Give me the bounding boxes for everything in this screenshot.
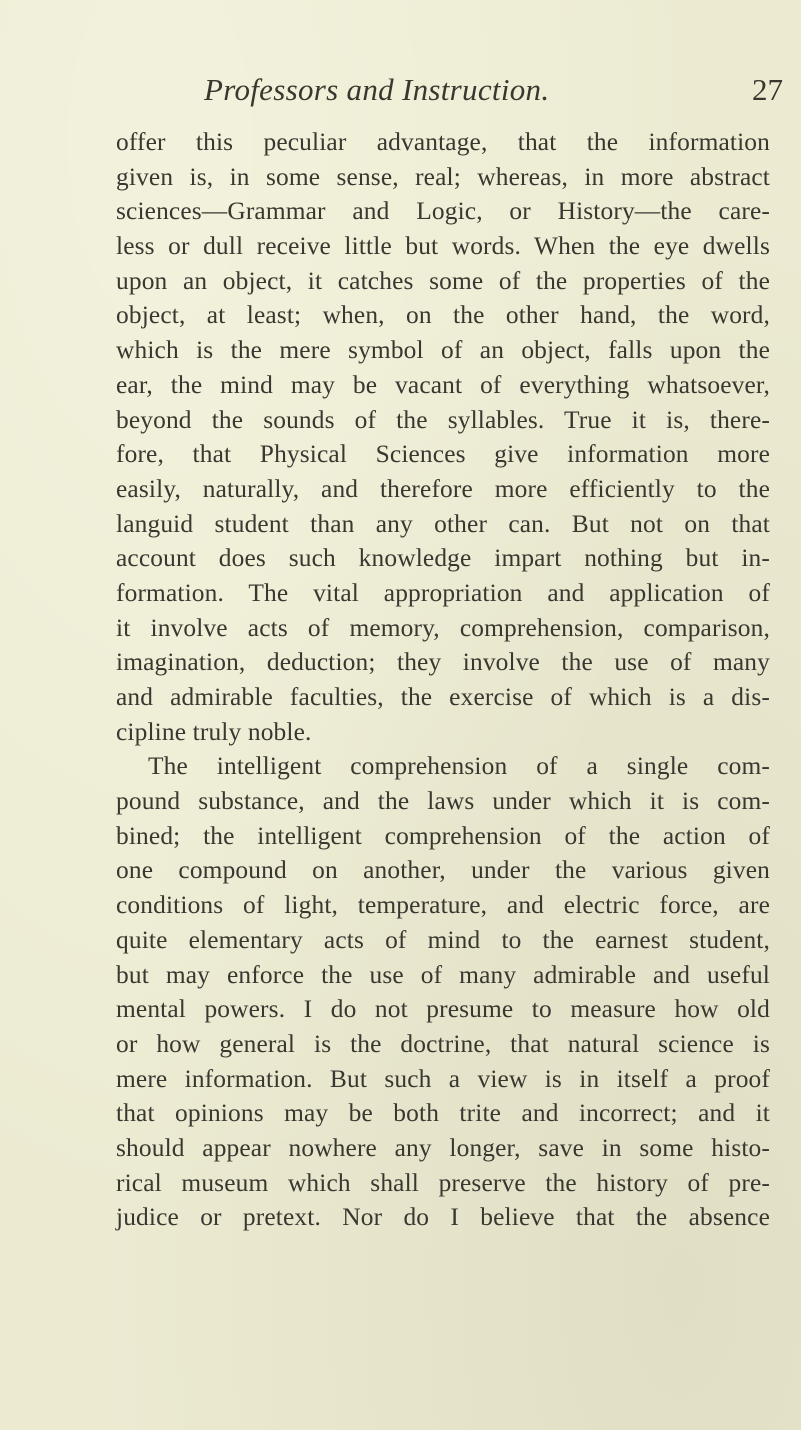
page-number: 27 xyxy=(752,72,783,107)
text-line: and admirable faculties, the exercise of which is a dis- xyxy=(116,683,770,711)
text-line: that opinions may be both trite and incorrect; and it xyxy=(116,1099,770,1128)
text-line: object, at least; when, on the other hand, the word, xyxy=(116,301,770,330)
text-line: which is the mere symbol of an object, falls upon the xyxy=(116,336,770,365)
text-line: languid student than any other can. But not on that xyxy=(116,509,770,538)
text-line: less or dull receive little but words. When the eye dwells xyxy=(116,232,770,261)
text-line: formation. The vital appropriation and application of xyxy=(116,578,770,607)
running-title: Professors and Instruction. xyxy=(204,72,550,107)
text-line: mental powers. I do not presume to measure how old xyxy=(116,995,770,1024)
text-line: should appear nowhere any longer, save in some histo- xyxy=(116,1133,770,1162)
text-line: cipline truly noble. xyxy=(116,717,312,746)
text-line: or how general is the doctrine, that natural science is xyxy=(116,1029,770,1058)
text-line: pound substance, and the laws under which it is com- xyxy=(116,787,770,816)
text-line: bined; the intelligent comprehension of the action of xyxy=(116,821,770,850)
text-line: judice or pretext. Nor do I believe that the absence xyxy=(116,1203,770,1232)
text-line: easily, naturally, and therefore more efficiently to the xyxy=(116,474,770,503)
body-text xyxy=(116,125,770,1235)
running-head xyxy=(0,72,801,112)
text-line: ear, the mind may be vacant of everything whatsoever, xyxy=(116,370,770,399)
text-line: fore, that Physical Sciences give information more xyxy=(116,440,770,469)
text-line-indented: The intelligent comprehension of a single com- xyxy=(148,752,770,781)
text-line: quite elementary acts of mind to the earnest student, xyxy=(116,925,770,954)
text-line: upon an object, it catches some of the properties of the xyxy=(116,266,770,295)
text-line: given is, in some sense, real; whereas, in more abstract xyxy=(116,162,770,191)
text-line: mere information. But such a view is in itself a proof xyxy=(116,1064,770,1093)
text-line: but may enforce the use of many admirable and useful xyxy=(116,960,770,989)
text-line: it involve acts of memory, comprehension, comparison, xyxy=(116,613,770,642)
text-line: sciences—Grammar and Logic, or History—the care- xyxy=(116,197,770,226)
text-line: conditions of light, temperature, and electric force, are xyxy=(116,891,770,920)
text-line: one compound on another, under the various given xyxy=(116,856,770,885)
text-line: offer this peculiar advantage, that the information xyxy=(116,128,770,156)
text-line: beyond the sounds of the syllables. True it is, there- xyxy=(116,405,770,434)
text-line: account does such knowledge impart nothing but in- xyxy=(116,544,770,573)
text-line: imagination, deduction; they involve the use of many xyxy=(116,648,770,677)
text-line: rical museum which shall preserve the history of pre- xyxy=(116,1168,770,1197)
